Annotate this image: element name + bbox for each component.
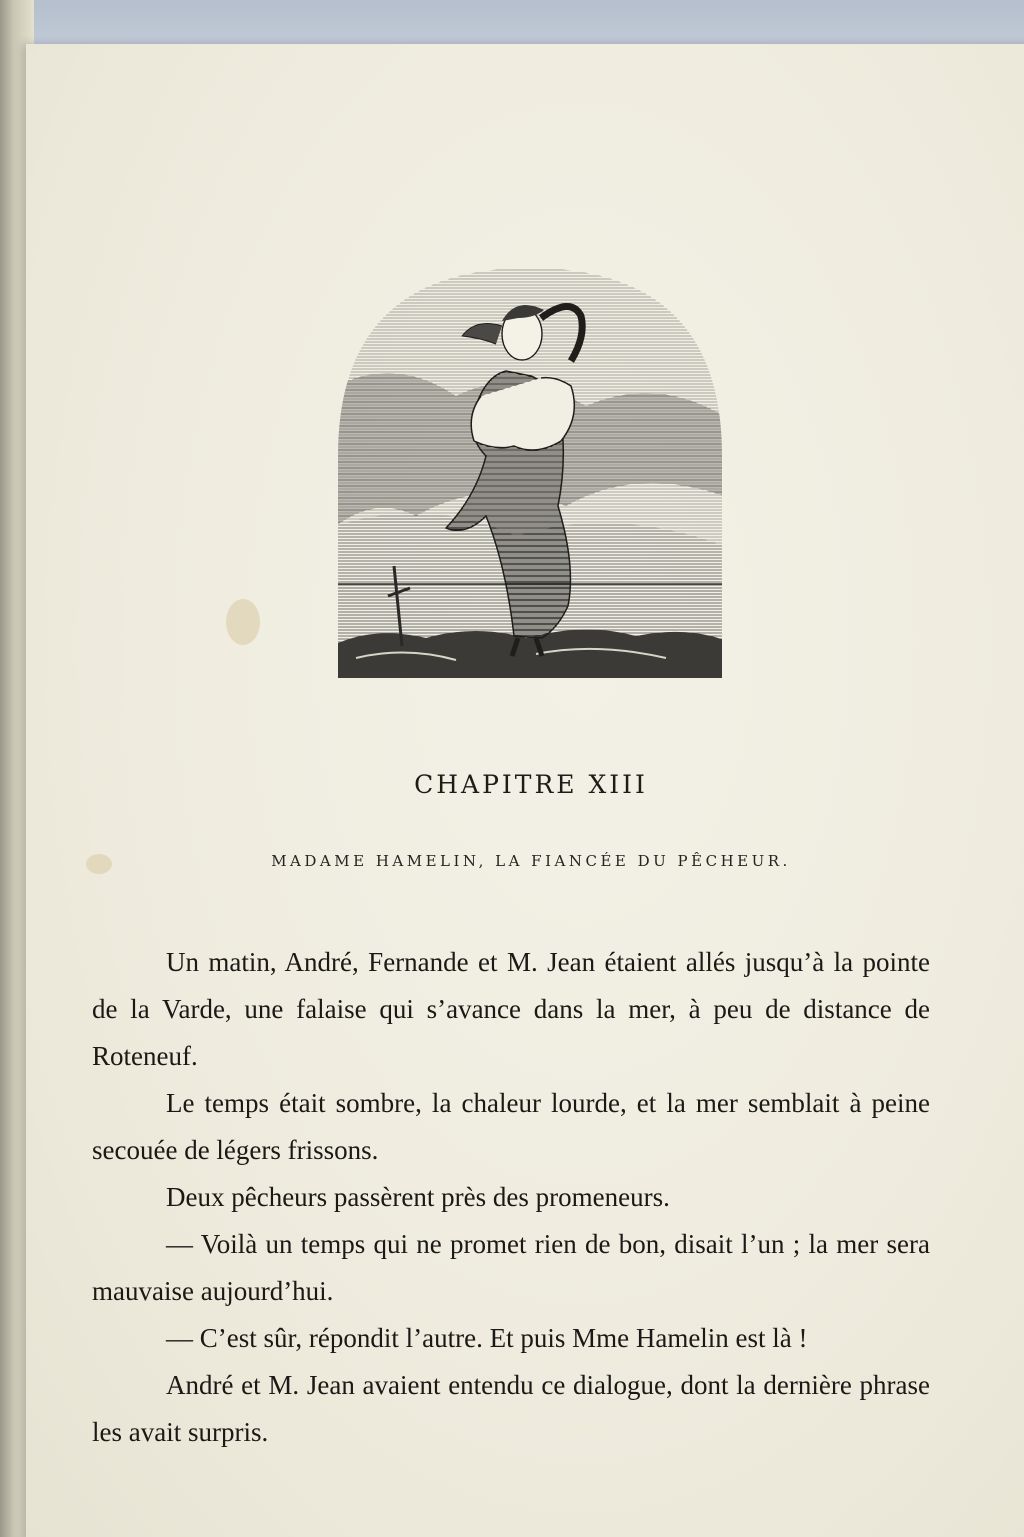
engraving-girl-on-shore-icon bbox=[336, 266, 724, 678]
foxing-spot bbox=[226, 599, 260, 645]
chapter-body bbox=[92, 939, 930, 1456]
paragraph: Un matin, André, Fernande et M. Jean étaient allés jusqu’à la pointe de la Varde, une falaise qui s’avance dans la mer, à peu de distance de Roteneuf. bbox=[92, 947, 930, 1071]
chapter-subtitle: MADAME HAMELIN, LA FIANCÉE DU PÊCHEUR. bbox=[271, 852, 791, 870]
paragraph: Deux pêcheurs passèrent près des promeneurs. bbox=[166, 1182, 670, 1212]
paragraph: Le temps était sombre, la chaleur lourde, et la mer semblait à peine secouée de légers frissons. bbox=[92, 1088, 930, 1165]
paragraph: André et M. Jean avaient entendu ce dialogue, dont la dernière phrase les avait surpris. bbox=[92, 1370, 930, 1447]
paragraph: — Voilà un temps qui ne promet rien de bon, disait l’un ; la mer sera mauvaise aujourd’hui. bbox=[92, 1229, 930, 1306]
paragraph: — C’est sûr, répondit l’autre. Et puis Mme Hamelin est là ! bbox=[166, 1323, 808, 1353]
chapter-title: CHAPITRE XIII bbox=[414, 770, 648, 799]
book-page bbox=[26, 44, 1024, 1537]
